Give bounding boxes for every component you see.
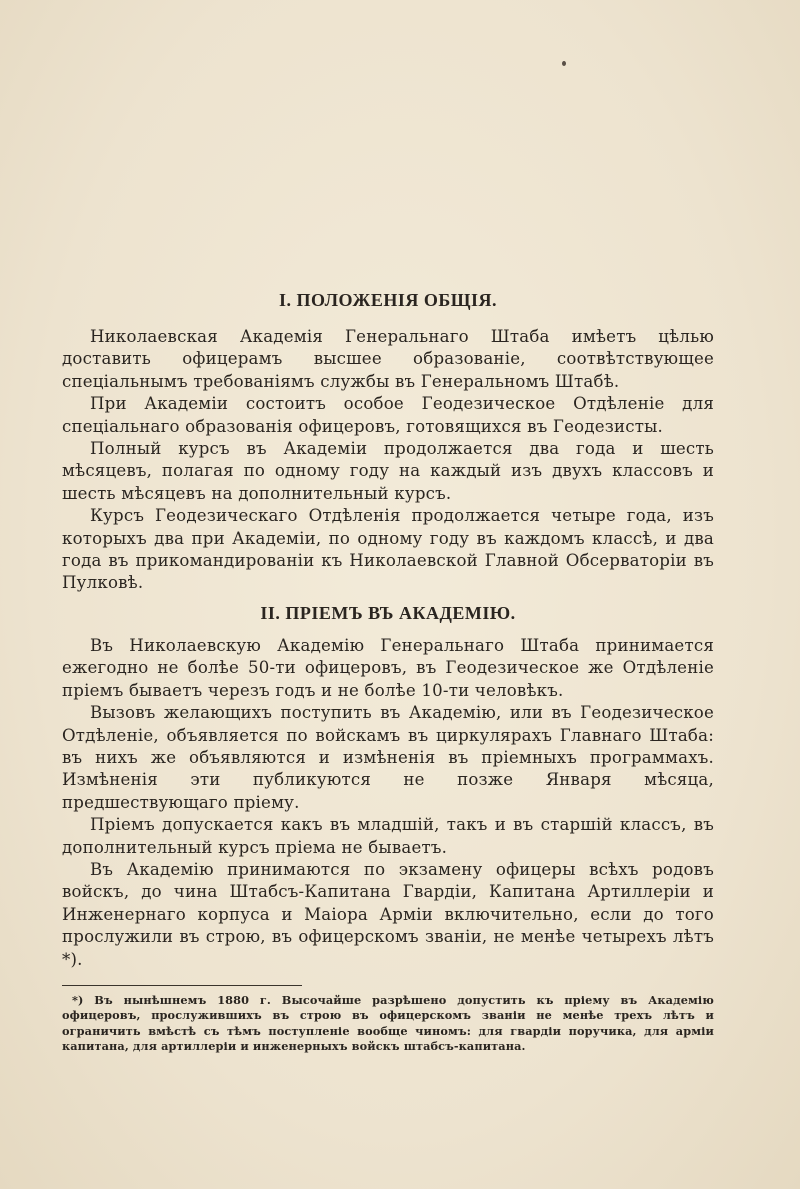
footnote: *) Въ нынѣшнемъ 1880 г. Высочайше разрѣшено допустить къ пріему въ Академію офицеровъ, прослужившихъ въ строю въ офицерскомъ званіи не менѣе трехъ лѣтъ и ограничить вмѣстѣ съ тѣмъ поступленіе вообще чиномъ: для гвардіи поручика, для арміи капитана, для артиллеріи и инженерныхъ войскъ штабсъ-капитана. bbox=[62, 992, 714, 1054]
paragraph: Курсъ Геодезическаго Отдѣленія продолжается четыре года, изъ которыхъ два при Академіи, по одному году въ каждомъ классѣ, и два года въ прикомандированіи къ Николаевской Главной Обсерваторіи въ Пулковѣ. bbox=[62, 506, 714, 593]
paragraph: Вызовъ желающихъ поступить въ Академію, или въ Геодезическое Отдѣленіе, объявляется по войскамъ въ циркулярахъ Главнаго Штаба: въ нихъ же объявляются и измѣненія въ пріемныхъ программахъ. Измѣненія эти публикуются не позже Января мѣсяца, предшествующаго пріему. bbox=[62, 703, 714, 812]
paragraph: Въ Николаевскую Академію Генеральнаго Штаба принимается ежегодно не болѣе 50-ти офицеровъ, въ Геодезическое же Отдѣленіе пріемъ бываетъ черезъ годъ и не болѣе 10-ти человѣкъ. bbox=[62, 635, 714, 700]
paragraph: При Академіи состоитъ особое Геодезическое Отдѣленіе для спеціальнаго образованія офицеровъ, готовящихся въ Геодезисты. bbox=[62, 394, 714, 436]
paragraph: Въ Академію принимаются по экзамену офицеры всѣхъ родовъ войскъ, до чина Штабсъ-Капитана Гвардіи, Капитана Артиллеріи и Инженернаго корпуса и Маіора Арміи включительно, если до того прослужили въ строю, въ офицерскомъ званіи, не менѣе четырехъ лѣтъ *). bbox=[62, 859, 714, 969]
ink-speck bbox=[562, 61, 566, 66]
footnote-separator bbox=[62, 979, 714, 993]
footnote-rule bbox=[62, 985, 302, 986]
paragraph: Полный курсъ въ Академіи продолжается два года и шесть мѣсяцевъ, полагая по одному году на каждый изъ двухъ классовъ и шесть мѣсяцевъ на дополнительный курсъ. bbox=[62, 439, 714, 503]
page-body bbox=[62, 288, 714, 1055]
paragraph: Николаевская Академія Генеральнаго Штаба имѣетъ цѣлью доставить офицерамъ высшее образованіе, соотвѣтствующее спеціальнымъ требованіямъ службы въ Генеральномъ Штабѣ. bbox=[62, 327, 714, 391]
section-heading-general-provisions: I. ПОЛОЖЕНІЯ ОБЩІЯ. bbox=[278, 290, 498, 310]
paragraph: Пріемъ допускается какъ въ младшій, такъ и въ старшій классъ, въ дополнительный курсъ пріема не бываетъ. bbox=[62, 815, 714, 857]
section-heading-admission: II. ПРІЕМЪ ВЪ АКАДЕМІЮ. bbox=[260, 602, 516, 623]
